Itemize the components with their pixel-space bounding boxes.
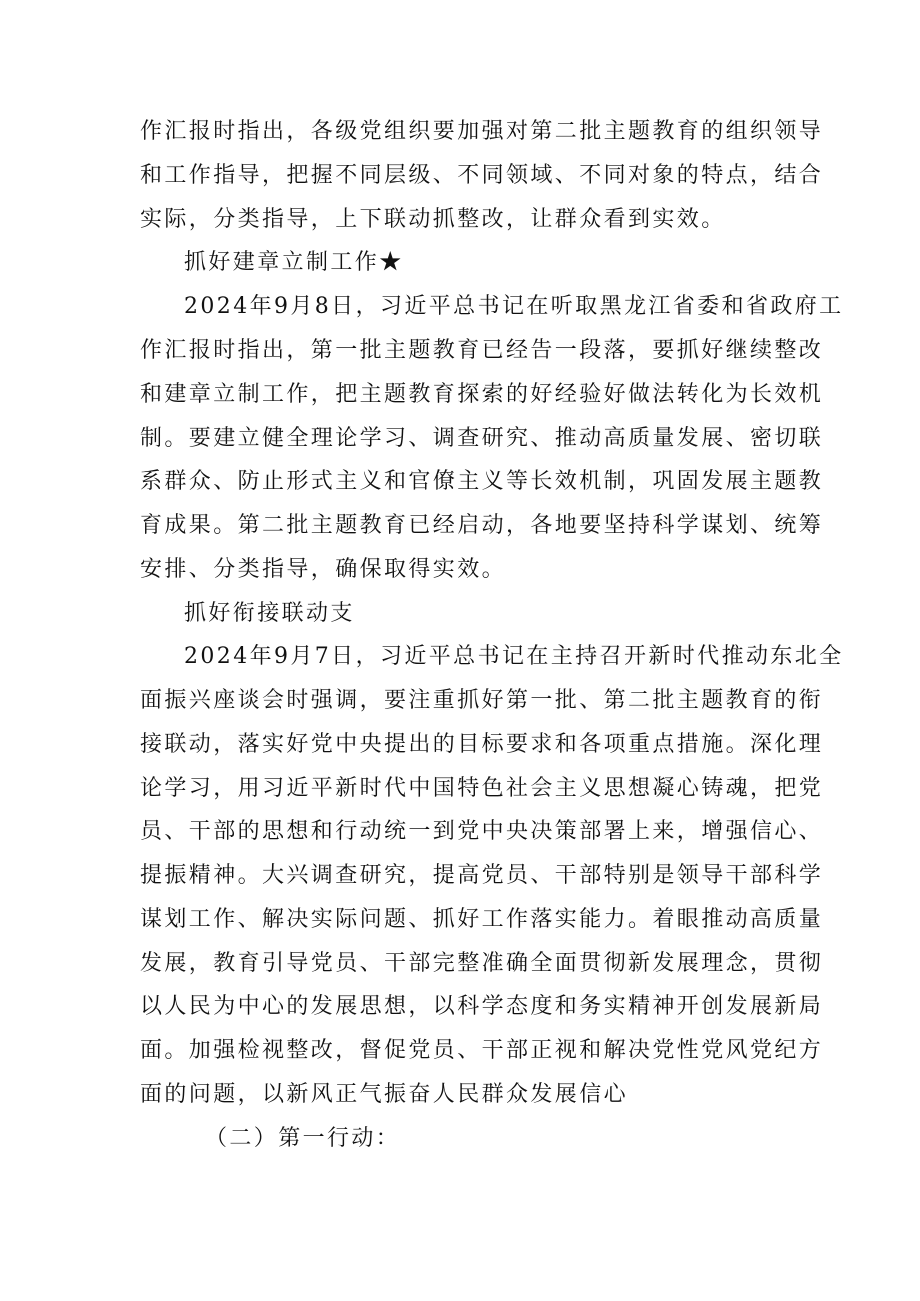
body-text-line: 提振精神。大兴调查研究，提高党员、干部特别是领导干部科学 xyxy=(140,863,824,888)
body-text-line: 面。加强检视整改，督促党员、干部正视和解决党性党风党纪方 xyxy=(140,1038,824,1063)
body-text-line: 安排、分类指导，确保取得实效。 xyxy=(140,557,507,582)
section-heading: 抓好衔接联动支 xyxy=(184,601,355,626)
body-text-line: 育成果。第二批主题教育已经启动，各地要坚持科学谋划、统筹 xyxy=(140,513,824,538)
body-text-line: 制。要建立健全理论学习、调查研究、推动高质量发展、密切联 xyxy=(140,426,824,451)
body-text-line: 系群众、防止形式主义和官僚主义等长效机制，巩固发展主题教 xyxy=(140,469,824,494)
body-text-line: 面振兴座谈会时强调，要注重抓好第一批、第二批主题教育的衔 xyxy=(140,688,824,713)
body-text-line: 和建章立制工作，把主题教育探索的好经验好做法转化为长效机 xyxy=(140,382,824,407)
body-text-line: 2024年9月7日，习近平总书记在主持召开新时代推动东北全 xyxy=(184,644,844,669)
body-text-line: 实际，分类指导，上下联动抓整改，让群众看到实效。 xyxy=(140,207,726,232)
body-text-line: 接联动，落实好党中央提出的目标要求和各项重点措施。深化理 xyxy=(140,732,824,757)
body-text-line: 论学习，用习近平新时代中国特色社会主义思想凝心铸魂，把党 xyxy=(140,776,824,801)
body-text-line: 面的问题，以新风正气振奋人民群众发展信心 xyxy=(140,1082,629,1107)
body-text-line: 谋划工作、解决实际问题、抓好工作落实能力。着眼推动高质量 xyxy=(140,907,824,932)
section-heading: 抓好建章立制工作★ xyxy=(184,250,404,275)
body-text-line: 发展，教育引导党员、干部完整准确全面贯彻新发展理念，贯彻 xyxy=(140,951,824,976)
body-text-line: 作汇报时指出，各级党组织要加强对第二批主题教育的组织领导 xyxy=(140,119,824,144)
body-text-line: 员、干部的思想和行动统一到党中央决策部署上来，增强信心、 xyxy=(140,819,824,844)
subsection-heading: （二）第一行动： xyxy=(205,1126,401,1151)
body-text-line: 以人民为中心的发展思想，以科学态度和务实精神开创发展新局 xyxy=(140,994,824,1019)
body-text-line: 2024年9月8日，习近平总书记在听取黑龙江省委和省政府工 xyxy=(184,294,844,319)
body-text-line: 和工作指导，把握不同层级、不同领域、不同对象的特点，结合 xyxy=(140,163,824,188)
body-text-line: 作汇报时指出，第一批主题教育已经告一段落，要抓好继续整改 xyxy=(140,338,824,363)
